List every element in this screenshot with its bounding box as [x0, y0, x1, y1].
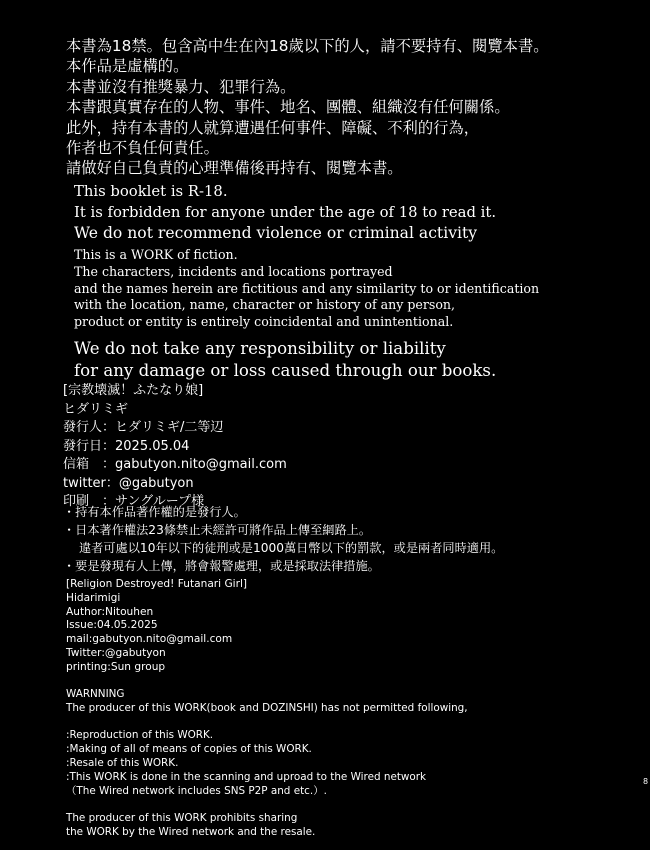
copyright-bullets — [63, 503, 650, 575]
colophon-value: @gabutyon — [118, 475, 194, 491]
notice-line: This is a WORK of fiction. — [74, 247, 238, 262]
colophon-label: 信箱 ： — [63, 457, 116, 472]
colophon-label: twitter： — [63, 475, 119, 491]
colophon-line: printing:Sun group — [66, 660, 166, 673]
warning-intro: The producer of this WORK(book and DOZINSHI) has not permitted following, — [66, 701, 468, 714]
notice-line: This booklet is R-18. — [74, 183, 228, 200]
page-number: 8 — [643, 777, 649, 786]
colophon-row — [63, 419, 650, 438]
warning-item: （The Wired network includes SNS P2P and etc.）. — [66, 784, 327, 797]
notice-english-fiction — [74, 247, 650, 331]
notice-line: It is forbidden for anyone under the age of 18 to read it. — [74, 203, 497, 221]
warning-item: :Resale of this WORK. — [66, 756, 179, 769]
colophon-line: Author:Nitouhen — [66, 605, 154, 618]
notice-line: We do not take any responsibility or liability — [74, 339, 446, 358]
warning-item: :This WORK is done in the scanning and uproad to the Wired network — [66, 770, 427, 783]
notice-line: for any damage or loss caused through our books. — [74, 360, 497, 380]
notice-english-violence — [74, 222, 650, 244]
notice-line: 本書為18禁。包含高中生在內18歲以下的人，請不要持有、閱覽本書。 — [66, 37, 549, 55]
warning-item: :Reproduction of this WORK. — [66, 729, 214, 742]
notice-line: The characters, incidents and locations portrayed — [74, 263, 393, 279]
warning-closing: the WORK by the Wired network and the resale. — [66, 825, 316, 838]
colophon-value: gabutyon.nito@gmail.com — [115, 457, 287, 472]
colophon-label: 發行日： — [63, 438, 116, 454]
colophon-label: 發行人： — [63, 420, 116, 435]
colophon-row — [63, 438, 650, 457]
notice-chinese — [66, 36, 650, 179]
notice-line: and the names herein are fictitious and any similarity to or identification — [74, 280, 540, 296]
colophon-japanese — [63, 382, 650, 512]
notice-line: product or entity is entirely coincidental and unintentional. — [74, 314, 454, 330]
bullet-line: ・持有本作品著作權的是發行人。 — [63, 505, 246, 519]
warning-heading: WARNNING — [66, 688, 125, 700]
book-title: [宗教壊滅！ふたなり娘] — [63, 383, 204, 398]
colophon-row — [63, 456, 650, 475]
notice-line: 本作品是虛構的。 — [66, 57, 189, 76]
colophon-row — [63, 475, 650, 494]
colophon-value: 2025.05.04 — [115, 438, 190, 454]
colophon-line: Twitter:@gabutyon — [66, 646, 166, 659]
notice-line: 本書並沒有推獎暴力、犯罪行為。 — [66, 77, 296, 96]
bullet-line: ・要是發現有人上傳，將會報警處理，或是採取法律措施。 — [63, 559, 380, 573]
warning-section — [66, 688, 650, 840]
colophon-value: ヒダリミギ/二等辺 — [115, 420, 224, 435]
bullet-line: ・日本著作權法23條禁止未經許可將作品上傳至網路上。 — [63, 523, 372, 537]
notice-line: with the location, name, character or history of any person, — [74, 297, 456, 313]
colophon-english — [66, 578, 650, 675]
colophon-line: [Religion Destroyed! Futanari Girl] — [66, 578, 248, 590]
notice-line: 請做好自己負責的心理準備後再持有、閱覽本書。 — [66, 159, 403, 178]
notice-line: We do not recommend violence or criminal activity — [74, 224, 478, 242]
notice-line: 作者也不負任何責任。 — [66, 139, 219, 158]
colophon-line: Hidarimigi — [66, 591, 121, 604]
warning-item: :Making of all of means of copies of this WORK. — [66, 743, 312, 756]
notice-line: 本書跟真實存在的人物、事件、地名、團體、組織沒有任何關係。 — [66, 98, 510, 117]
bullet-line: 違者可處以10年以下的徒刑或是1000萬日幣以下的罰款，或是兩者同時適用。 — [79, 541, 504, 555]
notice-english-liability — [74, 338, 650, 381]
circle-name: ヒダリミギ — [63, 401, 129, 417]
notice-line: 此外，持有本書的人就算遭遇任何事件、障礙、不利的行為， — [66, 118, 480, 137]
notice-english-age — [74, 182, 650, 223]
colophon-line: mail:gabutyon.nito@gmail.com — [66, 633, 233, 646]
colophon-value: サングループ様 — [115, 494, 205, 509]
colophon-label: 印刷 ： — [63, 494, 116, 509]
warning-closing: The producer of this WORK prohibits sharing — [66, 812, 298, 825]
colophon-line: Issue:04.05.2025 — [66, 619, 158, 632]
